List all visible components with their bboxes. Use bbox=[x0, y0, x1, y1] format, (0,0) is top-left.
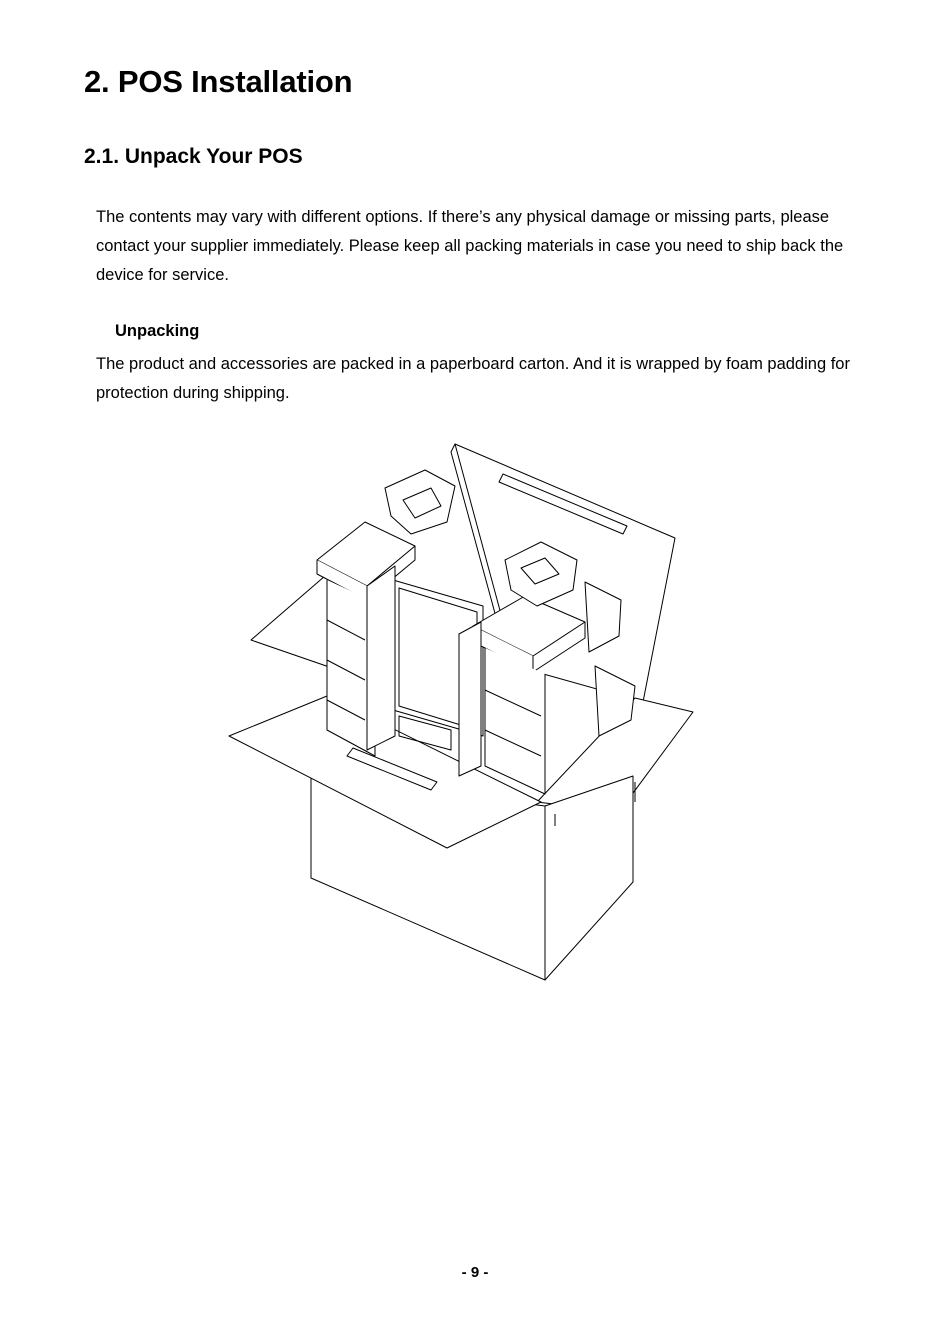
left-strap bbox=[367, 566, 395, 750]
subsection-title: 2.1. Unpack Your POS bbox=[84, 145, 303, 168]
box-right-face bbox=[545, 776, 633, 980]
page-number: - 9 - bbox=[461, 1264, 489, 1281]
top-foam-left bbox=[385, 470, 455, 534]
packing-box-illustration bbox=[215, 430, 705, 990]
right-strap bbox=[459, 622, 481, 776]
unpacking-paragraph: The product and accessories are packed in a paperboard carton. And it is wrapped by foam padding for protection during shipping. bbox=[96, 355, 850, 402]
section-title: 2. POS Installation bbox=[84, 64, 353, 99]
intro-paragraph: The contents may vary with different options. If there’s any physical damage or missing parts, please contact your supplier immediately. Please keep all packing materials in case you need to ship back the device for service. bbox=[96, 208, 844, 284]
unpacking-heading: Unpacking bbox=[115, 322, 200, 340]
